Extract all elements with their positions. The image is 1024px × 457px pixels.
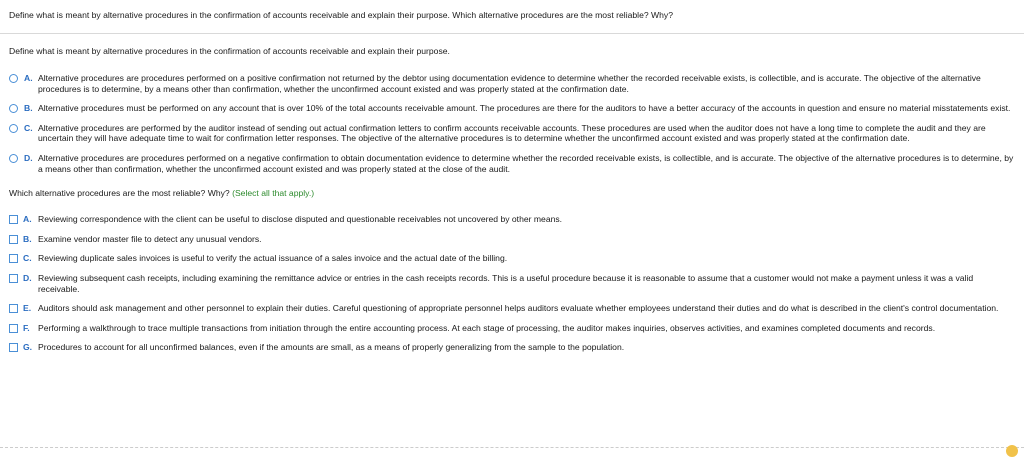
checkbox[interactable] (9, 343, 18, 352)
option-letter: G. (23, 342, 33, 353)
option-letter: E. (23, 303, 32, 314)
help-indicator-icon[interactable] (1006, 445, 1018, 457)
option-letter: C. (23, 253, 32, 264)
cb-option-f[interactable] (9, 323, 1015, 334)
mc-option-b[interactable] (9, 103, 1015, 114)
cb-option-e[interactable] (9, 303, 1015, 314)
option-letter: D. (24, 152, 33, 163)
option-text: Alternative procedures are procedures performed on a positive confirmation not returned by the debtor using documentation evidence to determine whether the recorded receivable exists, is collectible, and is accurate. The objective of the alternative procedures is to determine, by a means other than confirmation, whether the unconfirmed account existed and was properly stated at the confirmation date. (38, 73, 981, 94)
option-letter: B. (23, 233, 32, 244)
option-text: Reviewing correspondence with the client can be useful to disclose disputed and questionable receivables not uncovered by other means. (38, 214, 563, 225)
cb-option-g[interactable] (9, 342, 1015, 353)
mc-option-a[interactable] (9, 73, 1015, 94)
checkbox[interactable] (9, 304, 18, 313)
checkbox[interactable] (9, 274, 18, 283)
option-letter: A. (23, 214, 32, 225)
checkbox-list (9, 214, 1015, 353)
option-text: Reviewing duplicate sales invoices is useful to verify the actual issuance of a sales invoice and the actual date of the billing. (38, 253, 508, 264)
option-text: Auditors should ask management and other personnel to explain their duties. Careful questioning of appropriate personnel helps auditors evaluate whether employees understand their duties and do what is described in the client's control documentation. (38, 303, 999, 314)
option-text: Alternative procedures are procedures performed on a negative confirmation to obtain documentation evidence to determine whether the recorded receivable exists, is collectible, and is accurate. The objective of the alternative procedures is to determine, by a means other than confirmation, whether the unconfirmed account existed and was properly stated at the close of the audit. (38, 152, 1014, 174)
option-letter: F. (23, 322, 30, 333)
mc-option-c[interactable] (9, 123, 1015, 144)
cb-option-a[interactable] (9, 214, 1015, 225)
checkbox[interactable] (9, 215, 18, 224)
bottom-divider (0, 447, 1024, 451)
option-text: Alternative procedures must be performed on any account that is over 10% of the total accounts receivable amount. The procedures are there for the auditors to have a better accuracy of the accounts in question and ensure no material misstatements exist. (38, 103, 1011, 114)
select-instruction: (Select all that apply.) (232, 188, 315, 199)
question-content (0, 46, 1024, 353)
option-letter: B. (24, 103, 33, 114)
radio-button[interactable] (9, 74, 18, 83)
checkbox[interactable] (9, 254, 18, 263)
radio-button[interactable] (9, 154, 18, 163)
option-text: Reviewing subsequent cash receipts, including examining the remittance advice or entries in the cash receipts records. This is a useful procedure because it is reasonable to assume that a customer would not make a payment unless it was a valid receivable. (38, 272, 974, 294)
option-text: Procedures to account for all unconfirmed balances, even if the amounts are small, as a means of properly generalizing from the sample to the population. (38, 342, 625, 353)
cb-option-b[interactable] (9, 234, 1015, 245)
option-letter: C. (24, 122, 33, 133)
cb-option-c[interactable] (9, 253, 1015, 264)
question-header (0, 0, 1024, 34)
multiple-choice-list (9, 73, 1015, 174)
sub-question-1: Define what is meant by alternative procedures in the confirmation of accounts receivable and explain their purpose. (9, 46, 450, 56)
option-letter: D. (23, 272, 32, 283)
mc-option-d[interactable] (9, 153, 1015, 174)
cb-option-d[interactable] (9, 273, 1015, 294)
main-question-text: Define what is meant by alternative procedures in the confirmation of accounts receivable and explain their purpose. Which alternative procedures are the most reliable? Why? (9, 10, 673, 20)
option-text: Examine vendor master file to detect any unusual vendors. (38, 233, 262, 244)
option-text: Alternative procedures are performed by the auditor instead of sending out actual confirmation letters to confirm accounts receivable accounts. These procedures are used when the auditor does not have a long time to complete the audit and they are uncertain they will have adequate time to wait for confirmation letter responses. The objective of the alternative procedures is to determine whether the unconfirmed account existed and was properly stated at the confirmation date. (38, 122, 986, 144)
checkbox[interactable] (9, 324, 18, 333)
sub-question-2-text: Which alternative procedures are the most reliable? Why? (9, 188, 230, 199)
option-text: Performing a walkthrough to trace multiple transactions from initiation through the entire accounting process. At each stage of processing, the auditor makes inquiries, observes activities, and examines completed documents and records. (38, 322, 936, 333)
sub-question-2 (9, 188, 1015, 198)
radio-button[interactable] (9, 104, 18, 113)
radio-button[interactable] (9, 124, 18, 133)
checkbox[interactable] (9, 235, 18, 244)
option-letter: A. (24, 73, 33, 83)
